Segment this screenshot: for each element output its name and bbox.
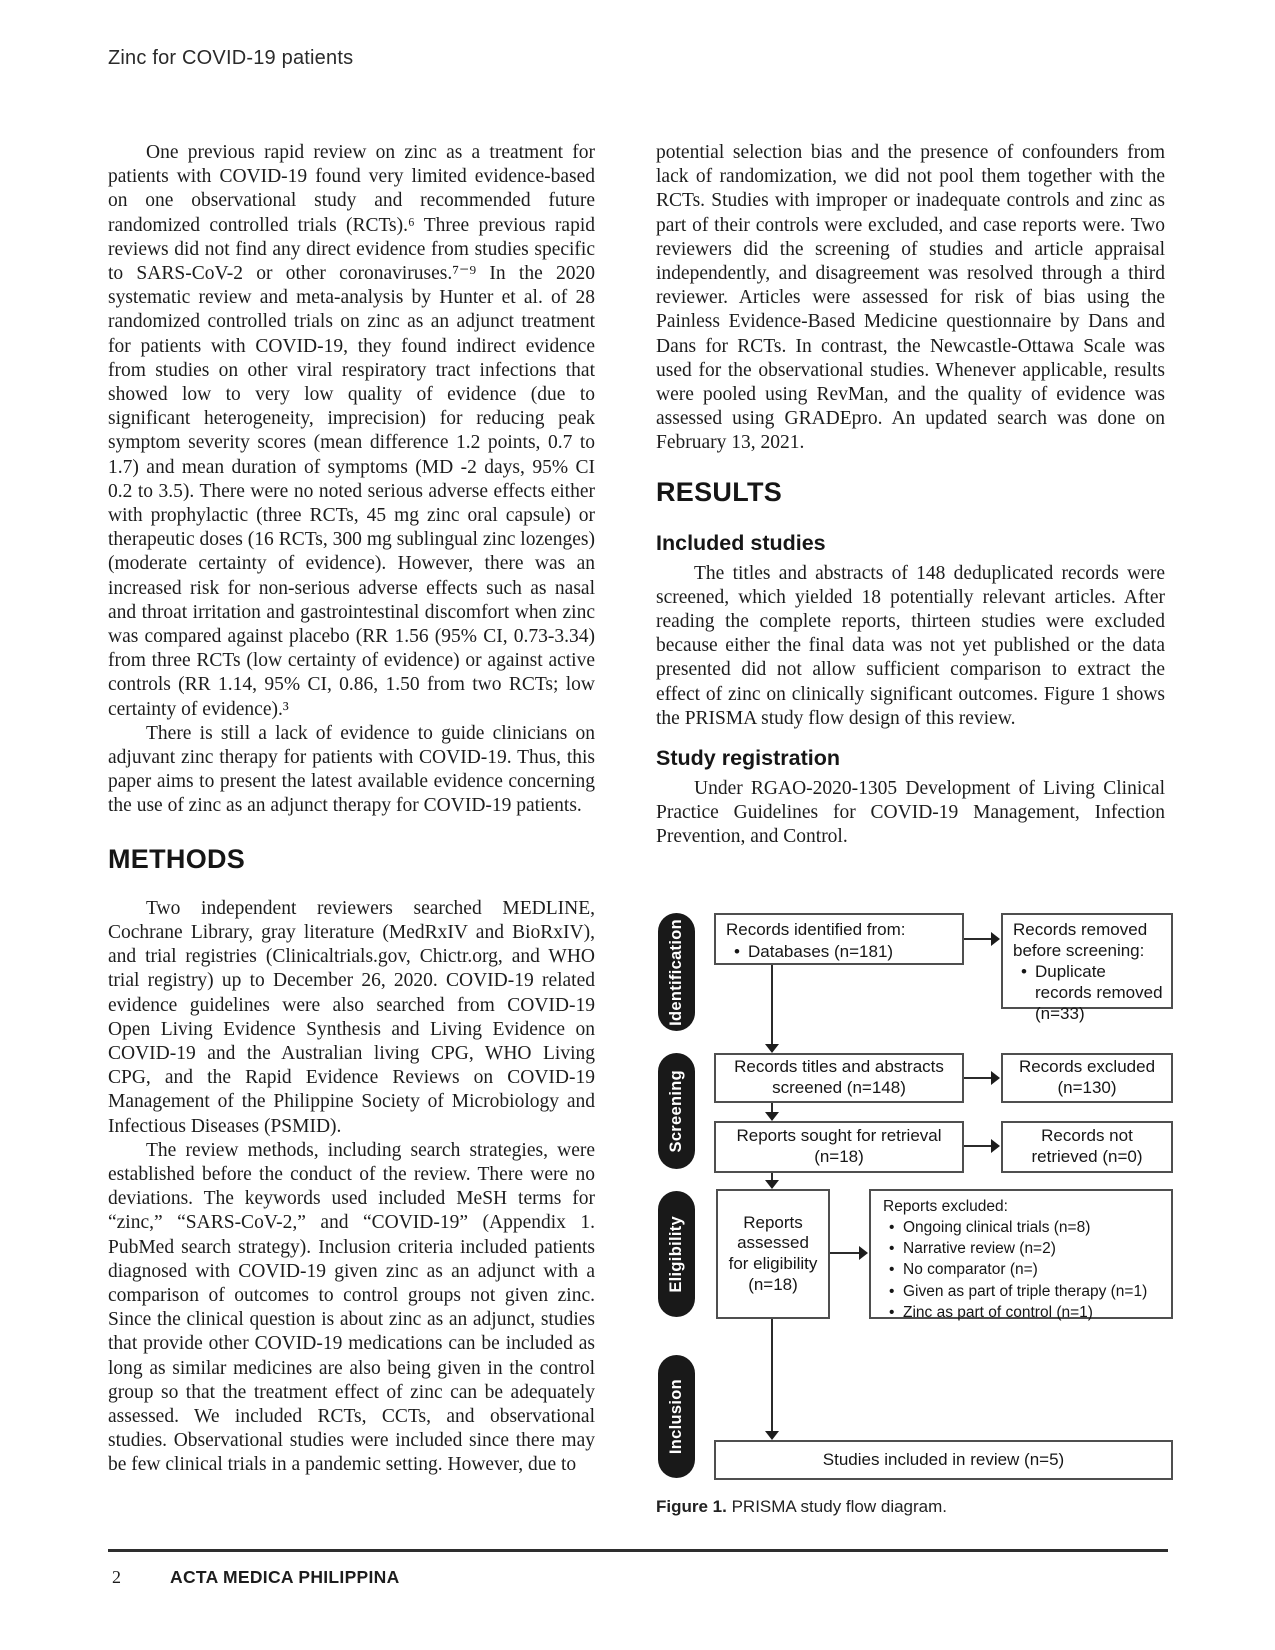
flow-box-bullet: • Duplicate records removed (n=33)	[1013, 962, 1165, 1024]
flow-box-title: Records identified from:	[726, 920, 906, 939]
running-head: Zinc for COVID-19 patients	[108, 47, 354, 69]
page-number: 2	[112, 1567, 121, 1587]
arrow-right-icon	[991, 932, 1000, 946]
arrow-right-icon	[859, 1246, 868, 1260]
stage-label-eligibility: Eligibility	[658, 1191, 695, 1317]
figure-caption	[656, 1497, 947, 1517]
flow-connector-right-1	[964, 938, 992, 940]
stage-label-identification: Identification	[658, 913, 695, 1031]
flow-box-records-identified	[714, 913, 964, 965]
flow-connector-right-3	[964, 1145, 992, 1147]
paragraph-methods-2: The review methods, including search strategies, were established before the conduct of the review. There were no deviations. The keywords used included MeSH terms for “zinc,” “SARS-CoV-2,” and “COVID-19” (Appendix 1. PubMed search strategy). Inclusion criteria included patients diagnosed with COVID-19 given zinc as an adjunct with a comparison of outcomes to control groups not given zinc. Since the clinical question is about zinc as an adjunct, studies that provide other COVID-19 medications can be included as long as similar medicines are also being given in the control group so that the treatment effect of zinc can be adequately assessed. We included RCTs, CCTs, and observational studies. Observational studies were included since there may be few clinical trials in a pandemic setting. However, due to	[108, 1139, 595, 1476]
paragraph-study-registration: Under RGAO-2020-1305 Development of Living Clinical Practice Guidelines for COVID-19 Management, Infection Prevention, and Control.	[656, 778, 1165, 848]
figure-caption-label: Figure 1.	[656, 1497, 727, 1516]
flow-box-reports-sought	[714, 1121, 964, 1173]
prisma-flow-diagram	[656, 905, 1173, 1485]
arrow-right-icon	[991, 1071, 1000, 1085]
stage-label-screening: Screening	[658, 1053, 695, 1169]
arrow-down-icon	[765, 1112, 779, 1121]
flow-connector-right-2	[964, 1077, 992, 1079]
flow-box-text: Studies included in review (n=5)	[822, 1449, 1065, 1469]
figure-caption-text: PRISMA study flow diagram.	[731, 1497, 948, 1516]
paragraph-intro-2: There is still a lack of evidence to guide clinicians on adjuvant zinc therapy for patients with COVID-19. Thus, this paper aims to present the latest available evidence concerning the use of zinc as an adjunct therapy for COVID-19 patients.	[108, 722, 595, 817]
arrow-down-icon	[765, 1431, 779, 1440]
paragraph-methods-continuation: potential selection bias and the presence of confounders from lack of randomization, we did not pool them together with the RCTs. Studies with improper or inadequate controls and zinc as part of their controls were excluded, and case reports were. Two reviewers did the screening of studies and article appraisal independently, and disagreement was resolved through a third reviewer. Articles were assessed for risk of bias using the Painless Evidence-Based Medicine questionnaire by Dans and Dans for RCTs. In contrast, the Newcastle-Ottawa Scale was used for the observational studies. Whenever applicable, results were pooled using RevMan, and the quality of evidence was assessed using GRADEpro. An updated search was done on February 13, 2021.	[656, 142, 1165, 454]
flow-box-text: Reports assessed for eligibility (n=18)	[728, 1212, 818, 1294]
flow-box-records-excluded	[1001, 1053, 1173, 1103]
flow-box-text: Records excluded (n=130)	[1018, 1057, 1156, 1097]
stage-label-inclusion: Inclusion	[658, 1355, 695, 1478]
flow-connector-right-4	[830, 1252, 860, 1254]
flow-connector-down-1	[771, 965, 773, 1047]
flow-box-text: Records not retrieved (n=0)	[1031, 1126, 1143, 1166]
flow-box-title: Reports excluded:	[883, 1198, 1008, 1215]
subsection-heading-included-studies: Included studies	[656, 530, 826, 555]
flow-box-text: Reports sought for retrieval (n=18)	[736, 1126, 942, 1166]
flow-box-records-removed	[1001, 913, 1173, 1023]
flow-box-records-not-retrieved	[1001, 1121, 1173, 1173]
subsection-heading-study-registration: Study registration	[656, 746, 840, 771]
journal-name: ACTA MEDICA PHILIPPINA	[170, 1567, 400, 1587]
arrow-down-icon	[765, 1180, 779, 1189]
flow-box-text: Records titles and abstracts screened (n=148)	[734, 1057, 944, 1097]
section-heading-results: RESULTS	[656, 476, 783, 507]
flow-box-title: Records removed before screening:	[1013, 920, 1148, 960]
flow-box-bullet: • Given as part of triple therapy (n=1)	[883, 1282, 1165, 1302]
flow-box-bullet: • No comparator (n=)	[883, 1260, 1165, 1280]
right-column	[656, 141, 1165, 850]
flow-box-studies-included	[714, 1440, 1173, 1480]
section-heading-methods: METHODS	[108, 843, 246, 874]
paragraph-intro-1: One previous rapid review on zinc as a treatment for patients with COVID-19 found very limited evidence-based on one observational study and recommended future randomized controlled trials (RCTs).⁶ Three previous rapid reviews did not find any direct evidence from studies specific to SARS-CoV-2 or other coronaviruses.⁷⁻⁹ In the 2020 systematic review and meta-analysis by Hunter et al. of 28 randomized controlled trials on zinc as an adjunct treatment for patients with COVID-19, they found indirect evidence from studies on other viral respiratory tract infections that showed low to very low quality of evidence (due to significant heterogeneity, imprecision) for reducing peak symptom severity scores (mean difference 1.2 points, 0.7 to 1.7) and mean duration of symptoms (MD -2 days, 95% CI 0.2 to 3.5). There were no noted serious adverse effects either with prophylactic (three RCTs, 45 mg zinc oral capsule) or therapeutic doses (16 RCTs, 300 mg sublingual zinc lozenges) (moderate certainty of evidence). However, there was an increased risk for non-serious adverse effects such as nasal and throat irritation and gastrointestinal discomfort when zinc was compared against placebo (RR 1.56 (95% CI, 0.73-3.34) from three RCTs (low certainty of evidence) or against active controls (RR 1.14, 95% CI, 0.86, 1.50 from two RCTs; low certainty of evidence).³	[108, 142, 595, 720]
arrow-right-icon	[991, 1139, 1000, 1153]
flow-box-bullet: • Databases (n=181)	[726, 942, 956, 963]
arrow-down-icon	[765, 1044, 779, 1053]
paragraph-included-studies: The titles and abstracts of 148 deduplicated records were screened, which yielded 18 potentially relevant articles. After reading the complete reports, thirteen studies were excluded because either the final data was not yet published or the data presented did not allow sufficient comparison to extract the effect of zinc on clinically significant outcomes. Figure 1 shows the PRISMA study flow design of this review.	[656, 562, 1165, 729]
flow-connector-down-4	[771, 1319, 773, 1434]
flow-box-reports-assessed	[716, 1189, 830, 1319]
left-column	[108, 141, 595, 1478]
flow-box-reports-excluded	[869, 1189, 1173, 1319]
paragraph-methods-1: Two independent reviewers searched MEDLINE, Cochrane Library, gray literature (MedRxIV and BioRxIV), and trial registries (Clinicaltrials.gov, Chictr.org, and WHO trial registry) up to December 26, 2020. COVID-19 related evidence guidelines were also searched from COVID-19 Open Living Evidence Synthesis and Living Evidence on COVID-19 and the Australian living CPG, WHO Living CPG, and the Rapid Evidence Reviews on COVID-19 Management of the Philippine Society of Microbiology and Infectious Diseases (PSMID).	[108, 897, 595, 1137]
flow-box-bullet: • Narrative review (n=2)	[883, 1239, 1165, 1259]
flow-box-bullet: • Zinc as part of control (n=1)	[883, 1303, 1165, 1323]
flow-box-records-screened	[714, 1053, 964, 1103]
flow-box-bullet: • Ongoing clinical trials (n=8)	[883, 1218, 1165, 1238]
footer-divider	[108, 1549, 1168, 1552]
